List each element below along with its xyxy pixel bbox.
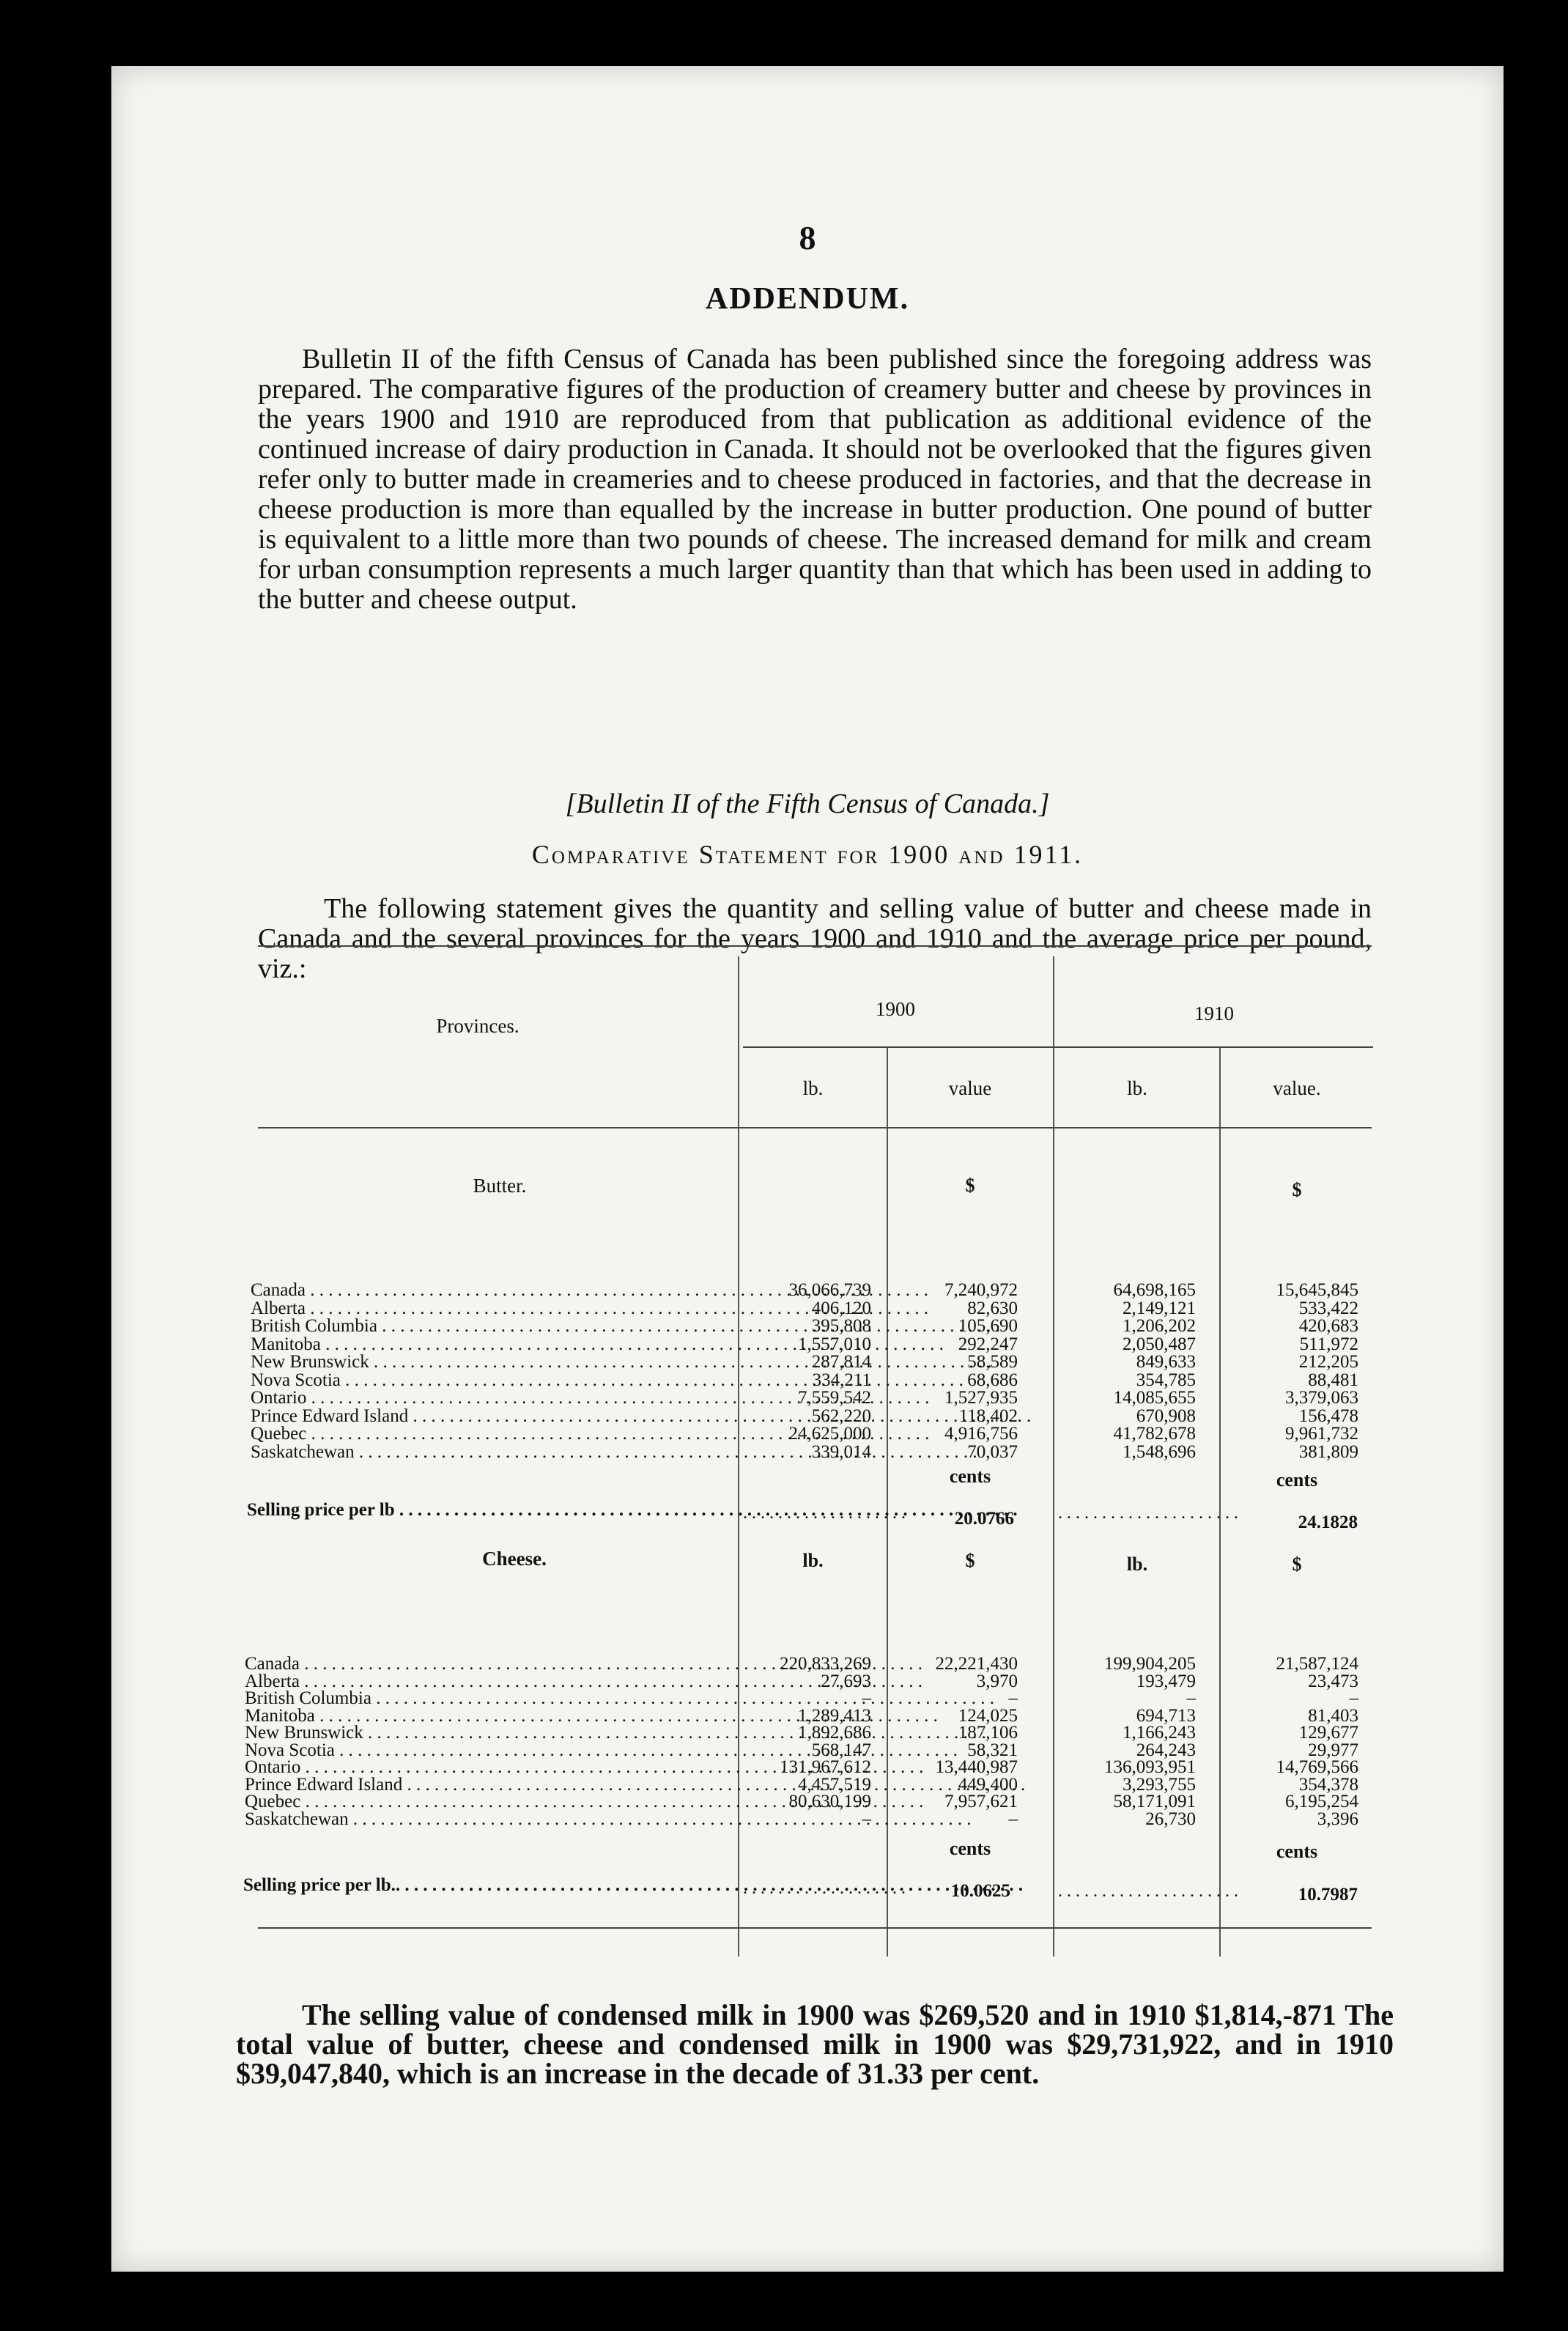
value-1910-cell: – <box>1349 1688 1358 1708</box>
header-lb-1910: lb. <box>1127 1077 1147 1099</box>
value-1910-cell: 129,677 <box>1298 1723 1358 1743</box>
cheese-price-1910: 10.7987 <box>1298 1885 1358 1905</box>
header-year-1910: 1910 <box>1194 1002 1234 1024</box>
lb-1910-cell: 58,171,091 <box>1113 1792 1196 1811</box>
butter-section-label: Butter. <box>473 1175 527 1197</box>
butter-cents-1900: cents <box>949 1466 991 1487</box>
lb-1910-cell: 694,713 <box>1136 1705 1196 1726</box>
value-1910-cell: 3,396 <box>1317 1809 1358 1829</box>
cheese-price-label: Selling price per lb.. . . . <box>243 1876 734 1894</box>
value-1900-cell: 82,630 <box>967 1298 1018 1318</box>
value-1910-cell: 156,478 <box>1298 1405 1358 1426</box>
cheese-unit-lb-1900: lb. <box>802 1550 824 1571</box>
value-1910-cell: 29,977 <box>1308 1740 1358 1760</box>
value-1910-cell: 81,403 <box>1308 1705 1358 1726</box>
value-1910-cell: 9,961,732 <box>1285 1424 1358 1444</box>
lb-1910-cell: 849,633 <box>1136 1352 1196 1372</box>
intro-paragraph: Bulletin II of the fifth Census of Canada has been published since the foregoing address was prepared. The comparative figures of the production of creamery butter and cheese by provinces in the years 1900 and 1910 are reproduced from that publication as additional evidence of the continued increase of dairy production in Canada. It should not be overlooked that the figures given refer only to butter made in creameries and to cheese produced in factories, and that the decrease in cheese production is more than equalled by the increase in butter production. One pound of butter is equivalent to a little more than two pounds of cheese. The increased demand for milk and cream for urban consumption represents a much larger quantity than that which has been used in adding to the butter and cheese output. <box>258 344 1372 615</box>
cheese-cents-1910: cents <box>1276 1841 1318 1862</box>
province-name: Canada . . . <box>251 1281 734 1299</box>
lb-1900-cell: 1,892,686 <box>798 1723 871 1743</box>
butter-price-1900: 20.0766 <box>954 1509 1014 1529</box>
lb-1910-cell: 64,698,165 <box>1113 1280 1196 1300</box>
lb-1910-cell: 1,548,696 <box>1123 1441 1196 1462</box>
value-1910-cell: 88,481 <box>1308 1370 1358 1390</box>
lb-1910-cell: 1,206,202 <box>1123 1316 1196 1336</box>
value-1900-cell: 449,400 <box>958 1774 1018 1795</box>
comparative-statement-table <box>111 66 1504 2272</box>
lb-1910-cell: 136,093,951 <box>1104 1757 1196 1777</box>
province-name: Nova Scotia . . . <box>245 1741 734 1759</box>
butter-price-1910: 24.1828 <box>1298 1512 1358 1532</box>
page-number: 8 <box>799 219 816 256</box>
province-name: Alberta . . . <box>251 1299 734 1318</box>
lb-1910-cell: 26,730 <box>1145 1809 1196 1829</box>
lb-1900-cell: 27,693 <box>821 1671 871 1691</box>
lb-1910-cell: 41,782,678 <box>1113 1424 1196 1444</box>
lb-1900-cell: 334,211 <box>812 1370 871 1390</box>
cheese-unit-lb-1910: lb. <box>1126 1554 1148 1575</box>
value-1900-cell: 58,589 <box>967 1352 1018 1372</box>
butter-cents-1910: cents <box>1276 1469 1318 1490</box>
lb-1900-cell: 406,120 <box>811 1298 871 1318</box>
lb-1900-cell: 7,559,542 <box>798 1388 871 1408</box>
value-1910-cell: 212,205 <box>1298 1352 1358 1372</box>
value-1900-cell: 7,240,972 <box>944 1280 1018 1300</box>
lb-1900-cell: – <box>862 1809 871 1829</box>
value-1910-cell: 21,587,124 <box>1276 1654 1358 1674</box>
table-bottom-rule <box>258 1927 1372 1929</box>
province-name: Prince Edward Island . . . <box>245 1776 734 1794</box>
province-name: Alberta . . . <box>245 1672 734 1691</box>
year-subheader-rule <box>743 1046 1373 1048</box>
header-provinces: Provinces. <box>436 1015 519 1037</box>
lb-1910-cell: 3,293,755 <box>1123 1774 1196 1795</box>
cheese-currency-1910: $ <box>1292 1554 1302 1575</box>
province-name: New Brunswick . . . <box>251 1353 734 1371</box>
value-1900-cell: 118,402 <box>958 1405 1018 1426</box>
cheese-price-dots-1900: . . . . . . . . . . . . . . . . . . . <box>743 1879 906 1898</box>
lb-1910-cell: 670,908 <box>1136 1405 1196 1426</box>
header-lb-1900: lb. <box>802 1077 824 1099</box>
value-1910-cell: 14,769,566 <box>1276 1757 1358 1777</box>
province-name: New Brunswick . . . <box>245 1724 734 1742</box>
col-rule-years <box>1053 956 1054 1957</box>
butter-price-dots-1910: . . . . . . . . . . . . . . . . . . . . . <box>1058 1504 1238 1523</box>
province-name: Prince Edward Island . . . <box>251 1407 734 1425</box>
province-name: Ontario . . . <box>251 1389 734 1407</box>
lb-1910-cell: 199,904,205 <box>1104 1654 1196 1674</box>
header-bottom-rule <box>258 1127 1372 1128</box>
lb-1900-cell: 1,557,010 <box>798 1334 871 1354</box>
closing-paragraph-block <box>236 1998 1394 2090</box>
header-value-1910: value. <box>1273 1077 1321 1099</box>
lb-1900-cell: 562,220 <box>811 1405 871 1426</box>
lb-1910-cell: 14,085,655 <box>1113 1388 1196 1408</box>
butter-currency-1910: $ <box>1292 1179 1302 1200</box>
value-1900-cell: 187,106 <box>958 1723 1018 1743</box>
value-1900-cell: 58,321 <box>967 1740 1018 1760</box>
lb-1900-cell: 36,066,739 <box>788 1280 871 1300</box>
value-1900-cell: 7,957,621 <box>944 1792 1018 1811</box>
province-name: Quebec . . . <box>245 1792 734 1811</box>
cheese-currency-1900: $ <box>965 1550 975 1571</box>
value-1900-cell: 22,221,430 <box>935 1654 1018 1674</box>
value-1910-cell: 533,422 <box>1298 1298 1358 1318</box>
lb-1910-cell: – <box>1186 1688 1196 1708</box>
province-name: Canada . . . <box>245 1655 734 1673</box>
value-1910-cell: 354,378 <box>1298 1774 1358 1795</box>
province-name: Quebec . . . <box>251 1425 734 1443</box>
lb-1910-cell: 2,149,121 <box>1123 1298 1196 1318</box>
lb-1910-cell: 2,050,487 <box>1123 1334 1196 1354</box>
lb-1910-cell: 193,479 <box>1136 1671 1196 1691</box>
header-value-1900: value <box>948 1077 992 1099</box>
cheese-price-dots-1910: . . . . . . . . . . . . . . . . . . . . . <box>1058 1882 1238 1901</box>
province-name: British Columbia . . . <box>245 1689 734 1707</box>
butter-price-label: Selling price per lb . . . <box>247 1501 734 1519</box>
document-page <box>111 66 1504 2272</box>
lb-1900-cell: 339,014 <box>811 1441 871 1462</box>
cheese-price-1900: 10.0625 <box>950 1881 1010 1901</box>
value-1900-cell: 124,025 <box>958 1705 1018 1726</box>
col-rule-1910-mid <box>1219 1048 1221 1957</box>
cheese-section-label: Cheese. <box>482 1548 547 1570</box>
lb-1910-cell: 264,243 <box>1136 1740 1196 1760</box>
province-name: Ontario . . . <box>245 1758 734 1776</box>
lb-1900-cell: 287,814 <box>811 1352 871 1372</box>
value-1900-cell: 13,440,987 <box>935 1757 1018 1777</box>
value-1900-cell: 3,970 <box>976 1671 1018 1691</box>
lb-1900-cell: 1,289,413 <box>798 1705 871 1726</box>
value-1910-cell: 381,809 <box>1298 1441 1358 1462</box>
province-name: Manitoba . . . <box>245 1707 734 1725</box>
value-1910-cell: 511,972 <box>1299 1334 1358 1354</box>
header-year-1900: 1900 <box>876 998 915 1020</box>
lb-1900-cell: 395,808 <box>811 1316 871 1336</box>
value-1900-cell: 68,686 <box>967 1370 1018 1390</box>
value-1900-cell: 292,247 <box>958 1334 1018 1354</box>
value-1910-cell: 3,379,063 <box>1285 1388 1358 1408</box>
province-name: Saskatchewan . . . <box>245 1810 734 1828</box>
value-1900-cell: – <box>1008 1809 1018 1829</box>
value-1900-cell: 1,527,935 <box>944 1388 1018 1408</box>
lb-1910-cell: 1,166,243 <box>1123 1723 1196 1743</box>
province-name: Nova Scotia . . . <box>251 1371 734 1389</box>
lb-1900-cell: 220,833,269 <box>780 1654 871 1674</box>
cheese-cents-1900: cents <box>949 1838 991 1859</box>
value-1900-cell: – <box>1008 1688 1018 1708</box>
value-1900-cell: 105,690 <box>958 1316 1018 1336</box>
lead-paragraph: The following statement gives the quantity and selling value of butter and cheese made in Canada and the several provinces for the years 1900 and 1910 and the average price per pound, viz.: <box>258 893 1372 984</box>
statement-heading: Comparative Statement for 1900 and 1911. <box>531 840 1084 869</box>
lb-1900-cell: 568,147 <box>811 1740 871 1760</box>
province-name: British Columbia . . . <box>251 1317 734 1335</box>
lb-1900-cell: – <box>862 1688 871 1708</box>
value-1910-cell: 420,683 <box>1298 1316 1358 1336</box>
table-top-rule <box>258 945 1372 947</box>
value-1900-cell: 70,037 <box>967 1441 1018 1462</box>
value-1910-cell: 6,195,254 <box>1285 1792 1358 1811</box>
butter-currency-1900: $ <box>965 1175 975 1196</box>
butter-price-dots-1900: . . . . . . . . . . . . . . . . . . . <box>743 1504 906 1523</box>
citation: [Bulletin II of the Fifth Census of Canada.] <box>565 788 1050 819</box>
province-name: Manitoba . . . <box>251 1335 734 1353</box>
province-name: Saskatchewan . . . <box>251 1443 734 1461</box>
lb-1900-cell: 4,457,519 <box>798 1774 871 1795</box>
lb-1900-cell: 80,630,199 <box>788 1792 871 1811</box>
lb-1910-cell: 354,785 <box>1136 1370 1196 1390</box>
closing-paragraph: The selling value of condensed milk in 1900 was $269,520 and in 1910 $1,814,-871 The total value of butter, cheese and condensed milk in 1900 was $29,731,922, and in 1910 $39,047,840, which is an increase in the decade of 31.33 per cent. <box>236 1998 1394 2090</box>
addendum-title: ADDENDUM. <box>705 282 910 316</box>
lb-1900-cell: 131,967,612 <box>780 1757 871 1777</box>
value-1910-cell: 15,645,845 <box>1276 1280 1358 1300</box>
lb-1900-cell: 24,625,000 <box>788 1424 871 1444</box>
value-1910-cell: 23,473 <box>1308 1671 1358 1691</box>
value-1900-cell: 4,916,756 <box>944 1424 1018 1444</box>
